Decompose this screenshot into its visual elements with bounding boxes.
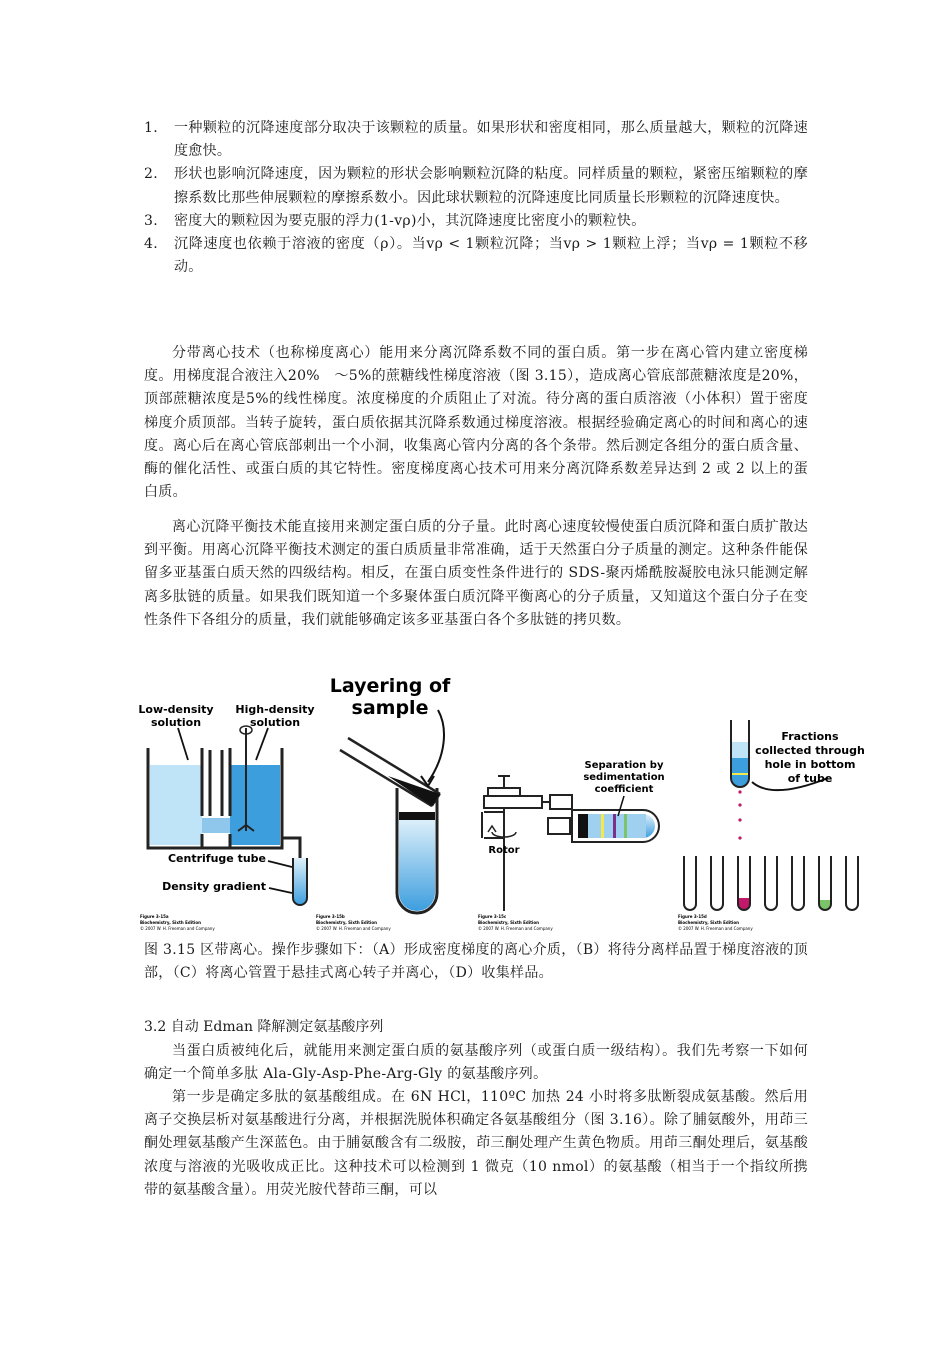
list-item-text: 密度大的颗粒因为要克服的浮力(1-vρ)小，其沉降速度比密度小的颗粒快。 <box>174 212 646 229</box>
section-paragraph-intro: 当蛋白质被纯化后，就能用来测定蛋白质的氨基酸序列（或蛋白质一级结构）。我们先考察一下如何确定一个简单多肽 Ala-Gly-Asp-Phe-Arg-Gly 的氨基酸序列。 <box>144 1043 808 1083</box>
credit-d-line3: © 2007 W. H. Freeman and Company <box>678 926 753 931</box>
panel-c-rotor <box>478 760 665 931</box>
panel-d-fractions <box>678 720 868 931</box>
figure-caption: 图 3.15 区带离心。操作步骤如下：（A）形成密度梯度的离心介质，（B）将待分离样品置于梯度溶液的顶部，（C）将离心管置于悬挂式离心转子并离心，（D）收集样品。 <box>144 942 808 982</box>
label-density-gradient: Density gradient <box>162 880 266 893</box>
panel-b-layering <box>316 675 451 931</box>
label-separation-line1: Separation by <box>584 760 664 771</box>
label-separation-line2: sedimentation <box>583 772 665 783</box>
panel-a-gradient-mixer <box>138 703 314 931</box>
label-separation-line3: coefficient <box>594 784 654 795</box>
credit-b-line1: Figure 3-15b <box>316 914 345 919</box>
credit-c-line3: © 2007 W. H. Freeman and Company <box>478 926 553 931</box>
list-item: 1. 一种颗粒的沉降速度部分取决于该颗粒的质量。如果形状和密度相同，那么质量越大，颗粒的沉降速度愈快。 <box>144 120 808 160</box>
label-layering-line2: sample <box>351 697 429 719</box>
sedimentation-factor-list <box>144 117 808 279</box>
label-low-density-line1: Low-density <box>138 703 214 716</box>
label-layering-line1: Layering of <box>329 675 451 697</box>
label-high-density-line2: solution <box>249 716 301 729</box>
figure-zonal-centrifugation <box>138 668 868 938</box>
label-fractions-line1: Fractions <box>781 730 839 743</box>
list-item-text: 沉降速度也依赖于溶液的密度（ρ）。当vρ < 1颗粒沉降；当vρ > 1颗粒上浮；当vρ = 1颗粒不移动。 <box>174 236 808 276</box>
label-rotor: Rotor <box>488 845 520 856</box>
label-fractions-line2: collected through <box>755 744 865 757</box>
list-item: 3. 密度大的颗粒因为要克服的浮力(1-vρ)小，其沉降速度比密度小的颗粒快。 <box>144 212 646 229</box>
list-item: 2. 形状也影响沉降速度，因为颗粒的形状会影响颗粒沉降的粘度。同样质量的颗粒，紧密压缩颗粒的摩擦系数比那些伸展颗粒的摩擦系数小。因此球状颗粒的沉降速度比同质量长形颗粒的沉降速度快。 <box>144 166 808 206</box>
credit-a-line2: Biochemistry, Sixth Edition <box>140 920 201 925</box>
zonal-centrifugation-paragraph: 分带离心技术（也称梯度离心）能用来分离沉降系数不同的蛋白质。第一步在离心管内建立密度梯度。用梯度混合液注入20% ～5%的蔗糖线性梯度溶液（图 3.15），造成离心管底部蔗糖浓度是20%，顶部蔗糖浓度是5%的线性梯度。浓度梯度的介质阻止了对流。待分离的蛋白质溶液（小体积）置于密度梯度介质顶部。当转子旋转，蛋白质依据其沉降系数通过梯度溶液。根据经验确定离心的时间和离心的速度。离心后在离心管底部刺出一个小洞，收集离心管内分离的各个条带。然后测定各组分的蛋白质含量、酶的催化活性、或蛋白质的其它特性。密度梯度离心技术可用来分离沉降系数差异达到 2 或 2 以上的蛋白质。 <box>144 345 808 501</box>
credit-c-line1: Figure 3-15c <box>478 914 507 919</box>
credit-c-line2: Biochemistry, Sixth Edition <box>478 920 539 925</box>
sedimentation-equilibrium-paragraph: 离心沉降平衡技术能直接用来测定蛋白质的分子量。此时离心速度较慢使蛋白质沉降和蛋白质扩散达到平衡。用离心沉降平衡技术测定的蛋白质质量非常准确，适于天然蛋白分子质量的测定。这种条件能保留多亚基蛋白质天然的四级结构。相反，在蛋白质变性条件进行的 SDS-聚丙烯酰胺凝胶电泳只能测定解离多肽链的质量。如果我们既知道一个多聚体蛋白质沉降平衡离心的分子质量，又知道这个蛋白分子在变性条件下各组分的质量，我们就能够确定该多亚基蛋白各个多肽链的拷贝数。 <box>144 519 808 628</box>
list-item-text: 形状也影响沉降速度，因为颗粒的形状会影响颗粒沉降的粘度。同样质量的颗粒，紧密压缩颗粒的摩擦系数比那些伸展颗粒的摩擦系数小。因此球状颗粒的沉降速度比同质量长形颗粒的沉降速度快。 <box>174 166 808 206</box>
section-paragraph-composition: 第一步是确定多肽的氨基酸组成。在 6N HCl，110ºC 加热 24 小时将多肽断裂成氨基酸。然后用离子交换层析对氨基酸进行分离，并根据洗脱体积确定各氨基酸组分（图 3.16）。除了脯氨酸外，用茚三酮处理氨基酸产生深蓝色。由于脯氨酸含有二级胺，茚三酮处理产生黄色物质。用茚三酮处理后，氨基酸浓度与溶液的光吸收成正比。这种技术可以检测到 1 微克（10 nmol）的氨基酸（相当于一个指纹所携带的氨基酸含量）。用荧光胺代替茚三酮，可以 <box>144 1089 808 1198</box>
label-fractions-line3: hole in bottom <box>764 758 856 771</box>
label-high-density-line1: High-density <box>235 703 315 716</box>
credit-d-line2: Biochemistry, Sixth Edition <box>678 920 739 925</box>
list-item-text: 一种颗粒的沉降速度部分取决于该颗粒的质量。如果形状和密度相同，那么质量越大，颗粒的沉降速度愈快。 <box>174 120 808 160</box>
credit-b-line3: © 2007 W. H. Freeman and Company <box>316 926 391 931</box>
section-heading: 3.2 自动 Edman 降解测定氨基酸序列 <box>144 1019 384 1035</box>
credit-a-line1: Figure 3-15a <box>140 914 169 919</box>
credit-a-line3: © 2007 W. H. Freeman and Company <box>140 926 215 931</box>
label-low-density-line2: solution <box>150 716 202 729</box>
credit-d-line1: Figure 3-15d <box>678 914 707 919</box>
label-centrifuge-tube: Centrifuge tube <box>167 852 266 865</box>
list-item: 4. 沉降速度也依赖于溶液的密度（ρ）。当vρ < 1颗粒沉降；当vρ > 1颗粒上浮；当vρ = 1颗粒不移动。 <box>144 236 808 276</box>
credit-b-line2: Biochemistry, Sixth Edition <box>316 920 377 925</box>
label-fractions-line4: of tube <box>787 772 833 785</box>
